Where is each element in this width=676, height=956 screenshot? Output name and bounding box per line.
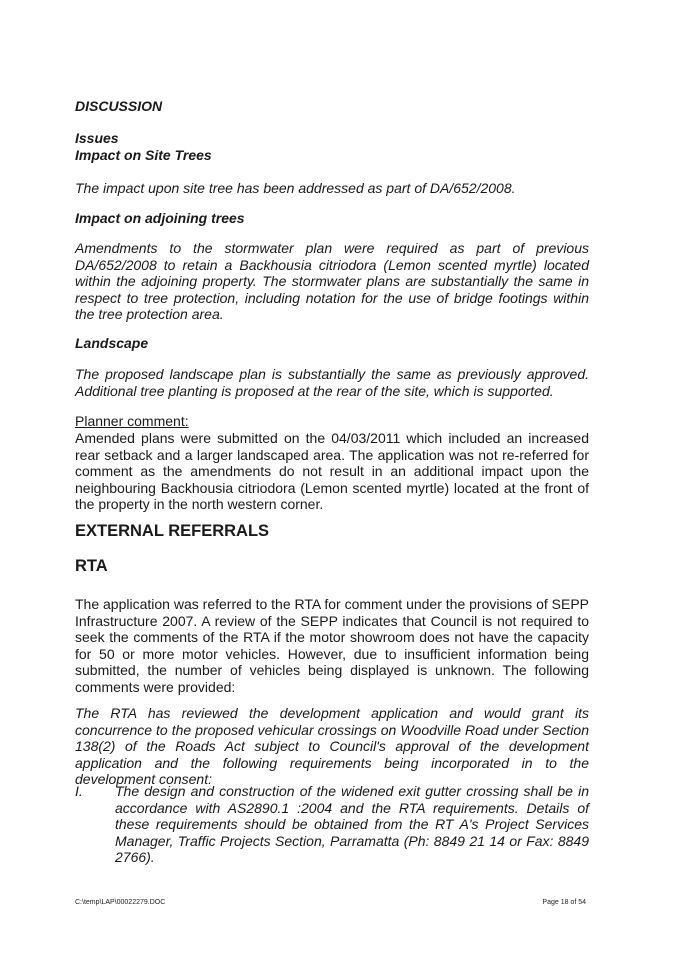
adjoining-trees-paragraph: Amendments to the stormwater plan were required as part of previous DA/652/2008 to retain a Backhousia citriodora (Lemon scented myrtle) located within the adjoining property. The stormwater plans are substantially the same in respect to tree protection, including notation for the use of bridge footings within the tree protection area. — [75, 240, 589, 322]
issues-heading: Issues — [75, 130, 119, 146]
landscape-heading: Landscape — [75, 335, 149, 351]
discussion-heading: DISCUSSION — [75, 98, 163, 114]
rta-heading: RTA — [75, 557, 108, 575]
planner-comment-paragraph: Amended plans were submitted on the 04/03/2011 which included an increased rear setback and a larger landscaped area. The application was not re-referred for comment as the amendments do not result in an additional impact upon the neighbouring Backhousia citriodora (Lemon scented myrtle) located at the front of the property in the north western corner. — [75, 430, 589, 512]
landscape-paragraph: The proposed landscape plan is substantially the same as previously approved. Additional tree planting is proposed at the rear of the site, which is supported. — [75, 366, 589, 399]
site-trees-heading: Impact on Site Trees — [75, 147, 212, 163]
footer-file-path: C:\temp\LAP\00022279.DOC — [75, 899, 166, 906]
footer-page-number: Page 18 of 54 — [542, 899, 586, 906]
rta-quote-paragraph: The RTA has reviewed the development application and would grant its concurrence to the proposed vehicular crossings on Woodville Road under Section 138(2) of the Roads Act subject to Council's approval of the development application and the following requirements being incorporated in to the development consent: — [75, 705, 589, 787]
adjoining-trees-heading: Impact on adjoining trees — [75, 210, 245, 226]
site-trees-paragraph: The impact upon site tree has been addressed as part of DA/652/2008. — [75, 180, 516, 196]
requirement-list-item — [75, 783, 589, 866]
planner-comment-label: Planner comment: — [75, 413, 189, 429]
rta-paragraph: The application was referred to the RTA for comment under the provisions of SEPP Infrastructure 2007. A review of the SEPP indicates that Council is not required to seek the comments of the RTA if the motor showroom does not have the capacity for 50 or more motor vehicles. However, due to insufficient information being submitted, the number of vehicles being displayed is unknown. The following comments were provided: — [75, 596, 589, 695]
requirement-text: The design and construction of the widened exit gutter crossing shall be in accordance with AS2890.1 :2004 and the RTA requirements. Details of these requirements should be obtained from the RT A's Project Services Manager, Traffic Projects Section, Parramatta (Ph: 8849 21 14 or Fax: 8849 2766). — [115, 783, 589, 865]
external-referrals-heading: EXTERNAL REFERRALS — [75, 522, 270, 540]
requirement-marker: I. — [75, 783, 83, 799]
